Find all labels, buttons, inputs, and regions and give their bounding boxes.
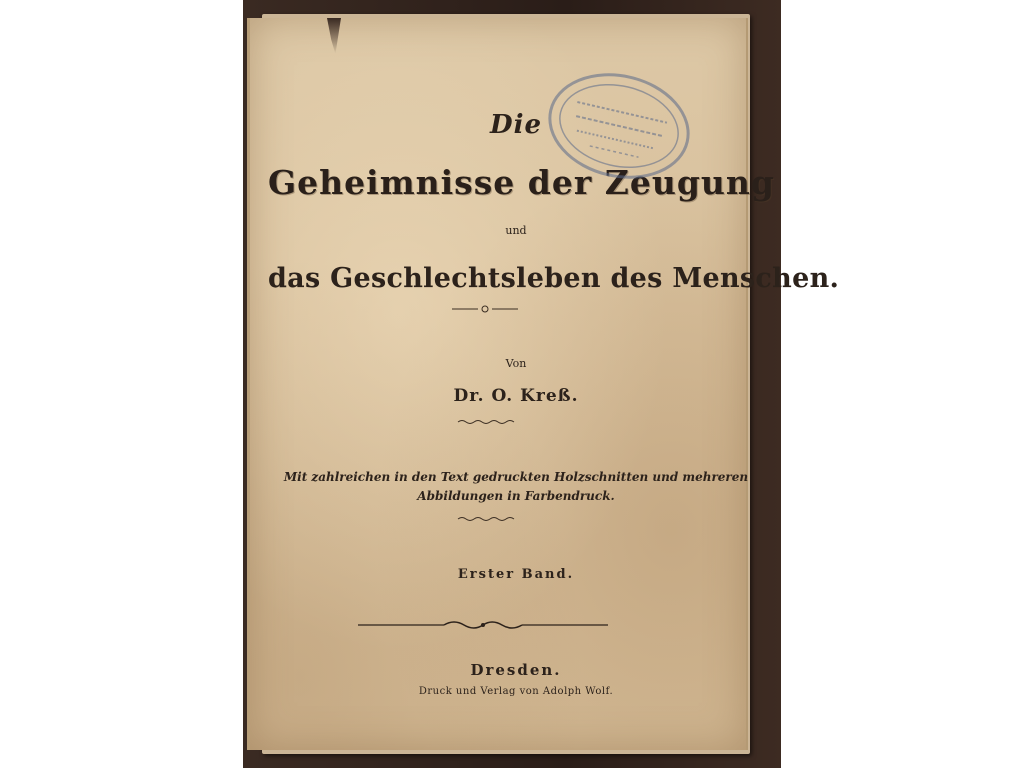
description-line-1: Mit zahlreichen in den Text gedruckten Holzschnitten und mehreren <box>283 470 749 484</box>
volume-label: Erster Band. <box>457 567 575 582</box>
publisher-line: Druck und Verlag von Adolph Wolf. <box>418 686 614 697</box>
ornament-rule <box>358 619 608 631</box>
by-label: Von <box>505 357 527 370</box>
ornament-divider-1 <box>450 304 520 314</box>
ornament-wave-1 <box>456 418 516 426</box>
subtitle: das Geschlechtsleben des Menschen. <box>268 263 840 294</box>
publication-city: Dresden. <box>470 661 562 679</box>
author-name: Dr. O. Kreß. <box>453 386 579 406</box>
description-line-2: Abbildungen in Farbendruck. <box>417 489 615 503</box>
title-article: Die <box>490 110 542 140</box>
ornament-wave-2 <box>456 515 516 523</box>
main-title: Geheimnisse der Zeugung <box>268 163 775 202</box>
title-conjunction: und <box>505 224 527 237</box>
